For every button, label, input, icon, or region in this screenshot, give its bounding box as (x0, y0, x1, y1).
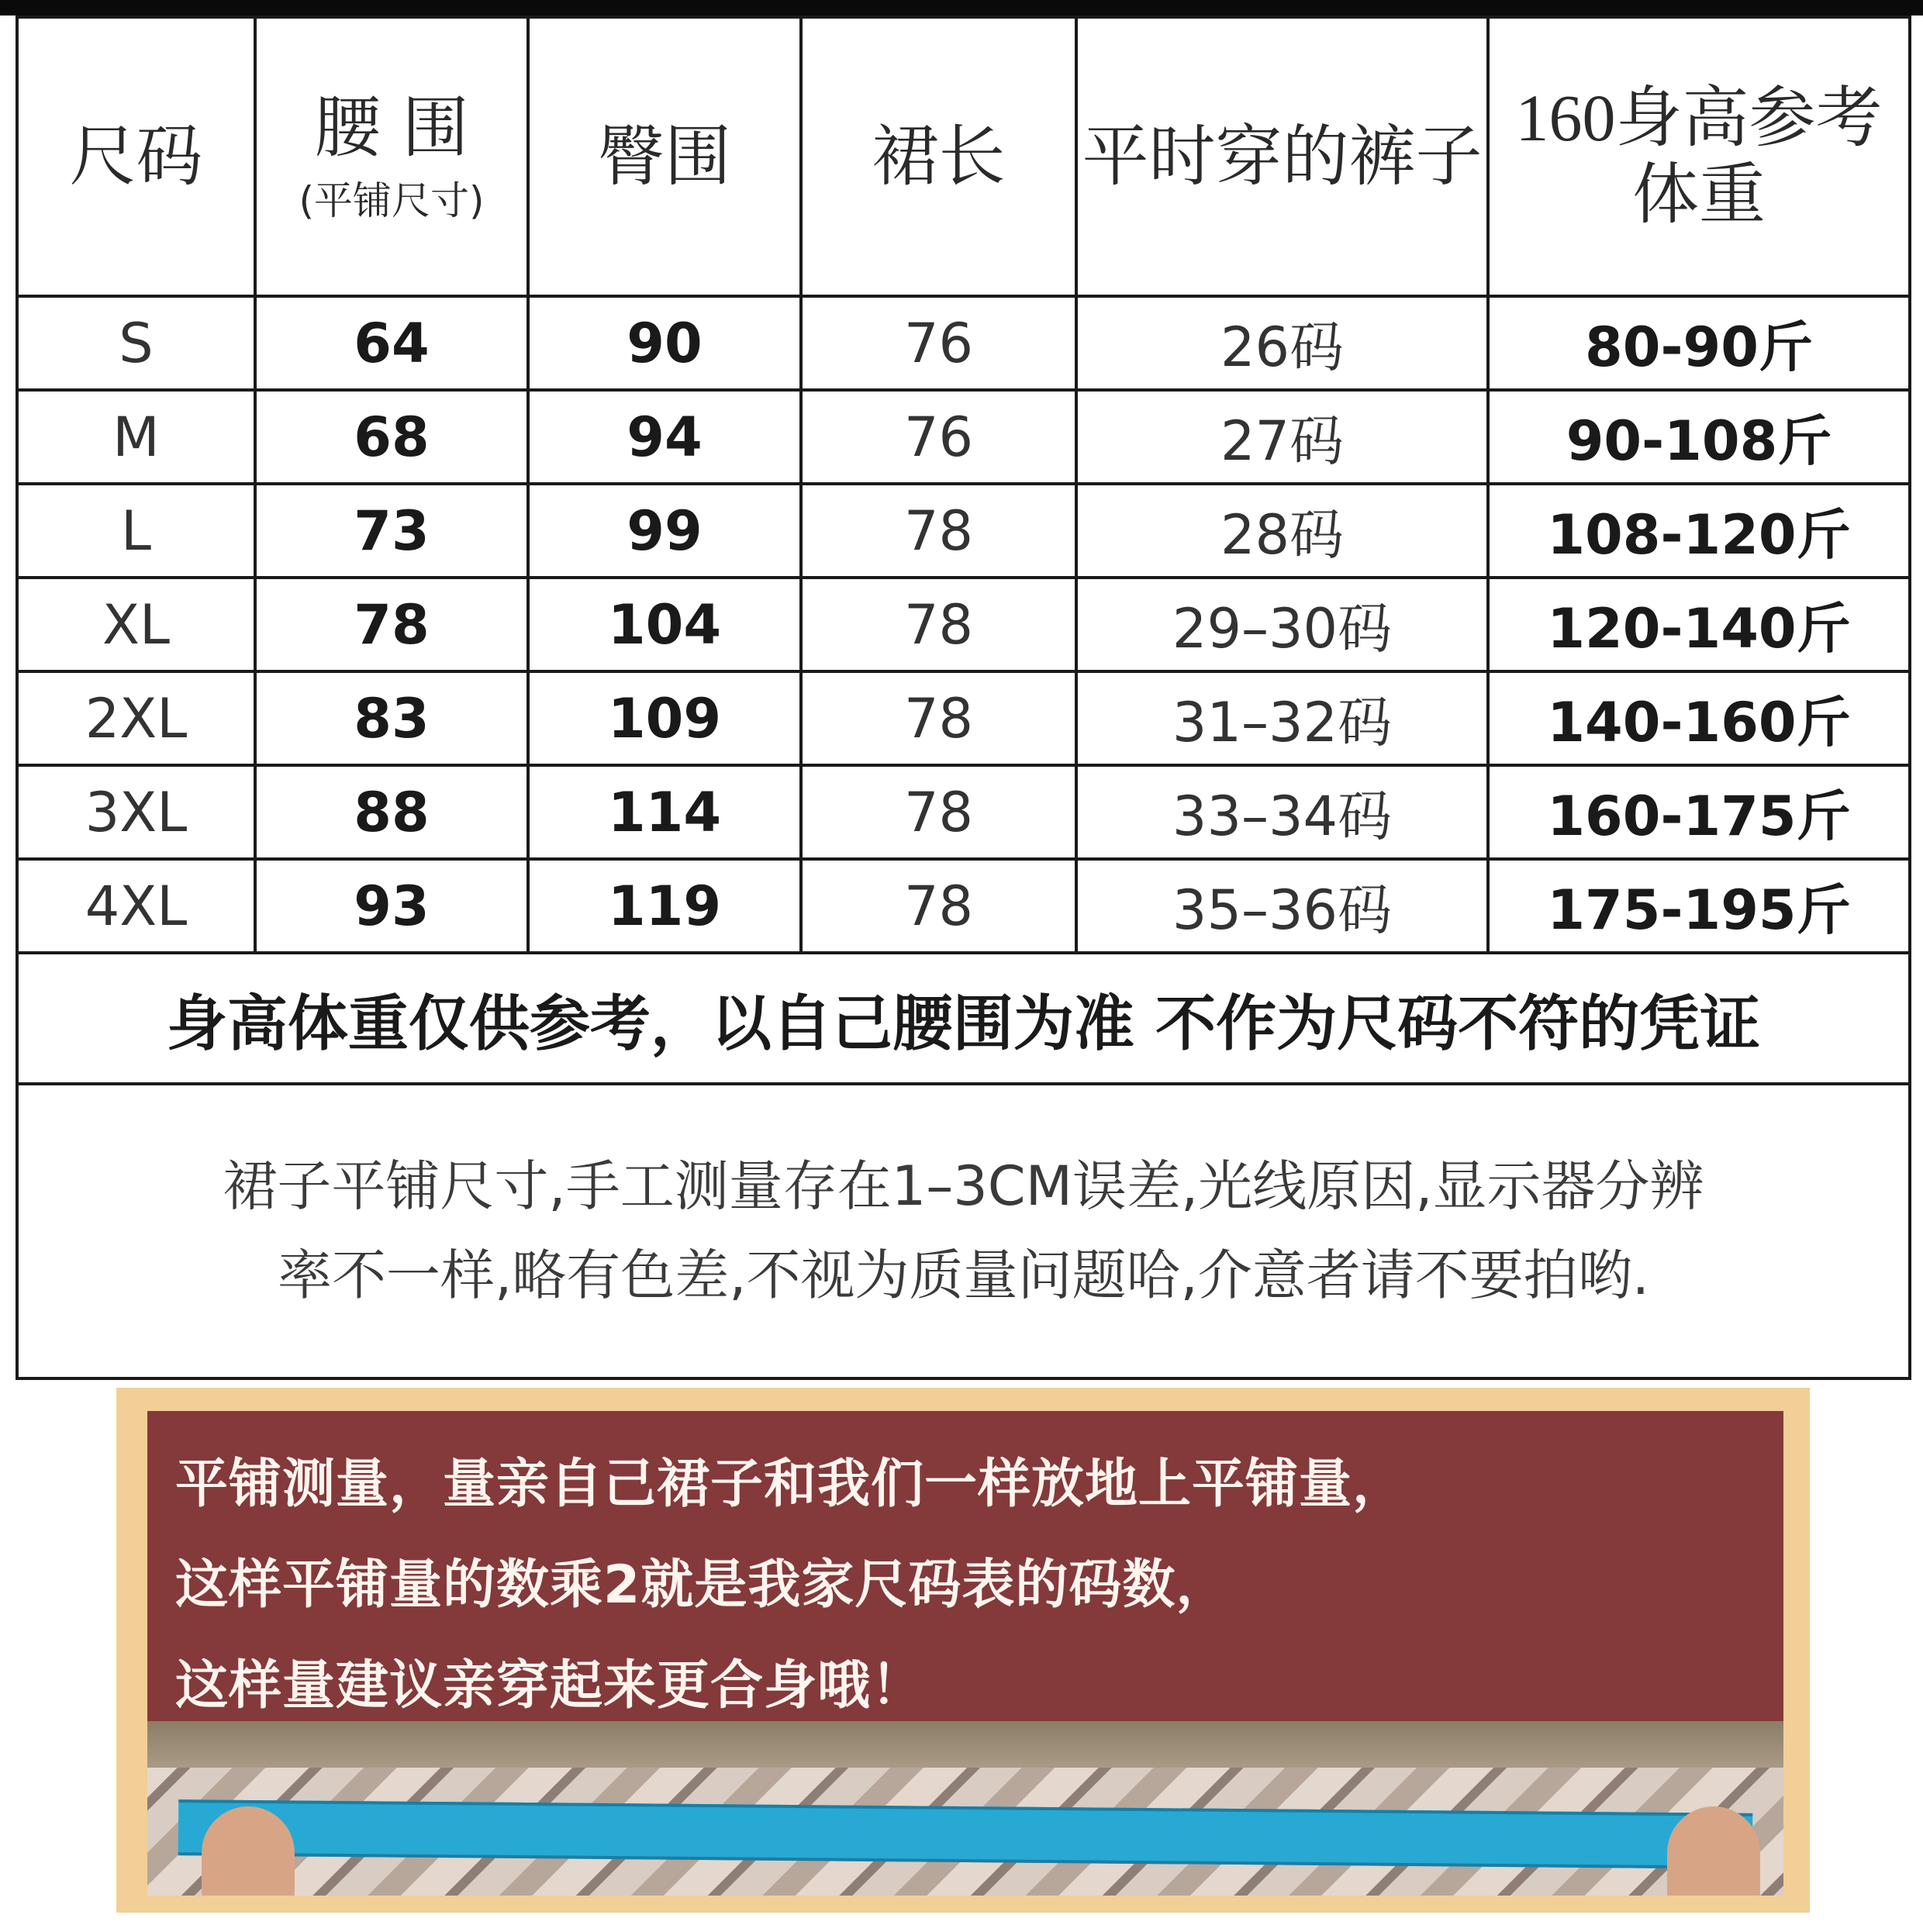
cell-waist: 73 (255, 484, 528, 578)
header-size: 尺码 (17, 17, 255, 296)
cell-weight: 140-160斤 (1488, 671, 1910, 765)
size-row (17, 390, 1910, 484)
cell-weight: 108-120斤 (1488, 484, 1910, 578)
cell-skirt-length: 78 (801, 671, 1076, 765)
cell-weight: 175-195斤 (1488, 859, 1910, 953)
header-row (17, 17, 1910, 296)
disclaimer-line-1: 裙子平铺尺寸,手工测量存在1–3CM误差,光线原因,显示器分辨 (223, 1154, 1704, 1218)
size-row (17, 484, 1910, 578)
right-finger (1667, 1806, 1760, 1896)
cell-size: S (17, 296, 255, 390)
size-row (17, 296, 1910, 390)
cell-weight: 160-175斤 (1488, 765, 1910, 859)
cell-waist: 88 (255, 765, 528, 859)
tape-measure (178, 1799, 1753, 1869)
cell-usual-pants: 27码 (1076, 390, 1488, 484)
cell-skirt-length: 78 (801, 765, 1076, 859)
size-row (17, 671, 1910, 765)
cell-skirt-length: 76 (801, 296, 1076, 390)
tip-line-1: 平铺测量，量亲自己裙子和我们一样放地上平铺量， (175, 1454, 1407, 1515)
cell-size: XL (17, 578, 255, 671)
cell-size: M (17, 390, 255, 484)
top-bar (0, 0, 1923, 16)
size-row (17, 859, 1910, 953)
cell-size: 4XL (17, 859, 255, 953)
measurement-guide (116, 1388, 1810, 1913)
disclaimer-line-2: 率不一样,略有色差,不视为质量问题哈,介意者请不要拍哟. (277, 1244, 1649, 1307)
cell-skirt-length: 78 (801, 578, 1076, 671)
cell-usual-pants: 26码 (1076, 296, 1488, 390)
cell-usual-pants: 35–36码 (1076, 859, 1488, 953)
size-row (17, 765, 1910, 859)
header-skirt-length: 裙长 (801, 17, 1076, 296)
cell-weight: 120-140斤 (1488, 578, 1910, 671)
header-waist: 腰 围 (平铺尺寸) (255, 17, 528, 296)
cell-hip: 99 (528, 484, 801, 578)
left-finger (202, 1806, 295, 1896)
cell-skirt-length: 76 (801, 390, 1076, 484)
cell-waist: 83 (255, 671, 528, 765)
note-row (17, 953, 1910, 1084)
measurement-banner (147, 1411, 1783, 1721)
cell-hip: 104 (528, 578, 801, 671)
cell-hip: 109 (528, 671, 801, 765)
cell-weight: 90-108斤 (1488, 390, 1910, 484)
cell-usual-pants: 31–32码 (1076, 671, 1488, 765)
cell-hip: 94 (528, 390, 801, 484)
cell-waist: 78 (255, 578, 528, 671)
cell-size: 2XL (17, 671, 255, 765)
header-hip: 臀围 (528, 17, 801, 296)
header-usual-pants: 平时穿的裤子 (1076, 17, 1488, 296)
size-row (17, 578, 1910, 671)
cell-size: L (17, 484, 255, 578)
disclaimer-row (17, 1084, 1910, 1378)
cell-usual-pants: 28码 (1076, 484, 1488, 578)
cell-usual-pants: 33–34码 (1076, 765, 1488, 859)
cell-hip: 119 (528, 859, 801, 953)
size-chart-table (16, 16, 1911, 1380)
cell-skirt-length: 78 (801, 859, 1076, 953)
cell-weight: 80-90斤 (1488, 296, 1910, 390)
cell-waist: 93 (255, 859, 528, 953)
header-weight-reference: 160身高参考 体重 (1488, 17, 1910, 296)
cell-size: 3XL (17, 765, 255, 859)
tape-measure-photo (147, 1721, 1783, 1896)
tip-line-2: 这样平铺量的数乘2就是我家尺码表的码数， (175, 1554, 1230, 1616)
cell-waist: 68 (255, 390, 528, 484)
cell-waist: 64 (255, 296, 528, 390)
cell-usual-pants: 29–30码 (1076, 578, 1488, 671)
reference-note: 身高体重仅供参考，以自己腰围为准 不作为尺码不符的凭证 (17, 953, 1910, 1084)
measurement-disclaimer (17, 1084, 1910, 1378)
tip-line-3: 这样量建议亲穿起来更合身哦！ (175, 1655, 925, 1716)
cell-hip: 90 (528, 296, 801, 390)
cell-hip: 114 (528, 765, 801, 859)
cell-skirt-length: 78 (801, 484, 1076, 578)
floor-background (147, 1721, 1783, 1768)
